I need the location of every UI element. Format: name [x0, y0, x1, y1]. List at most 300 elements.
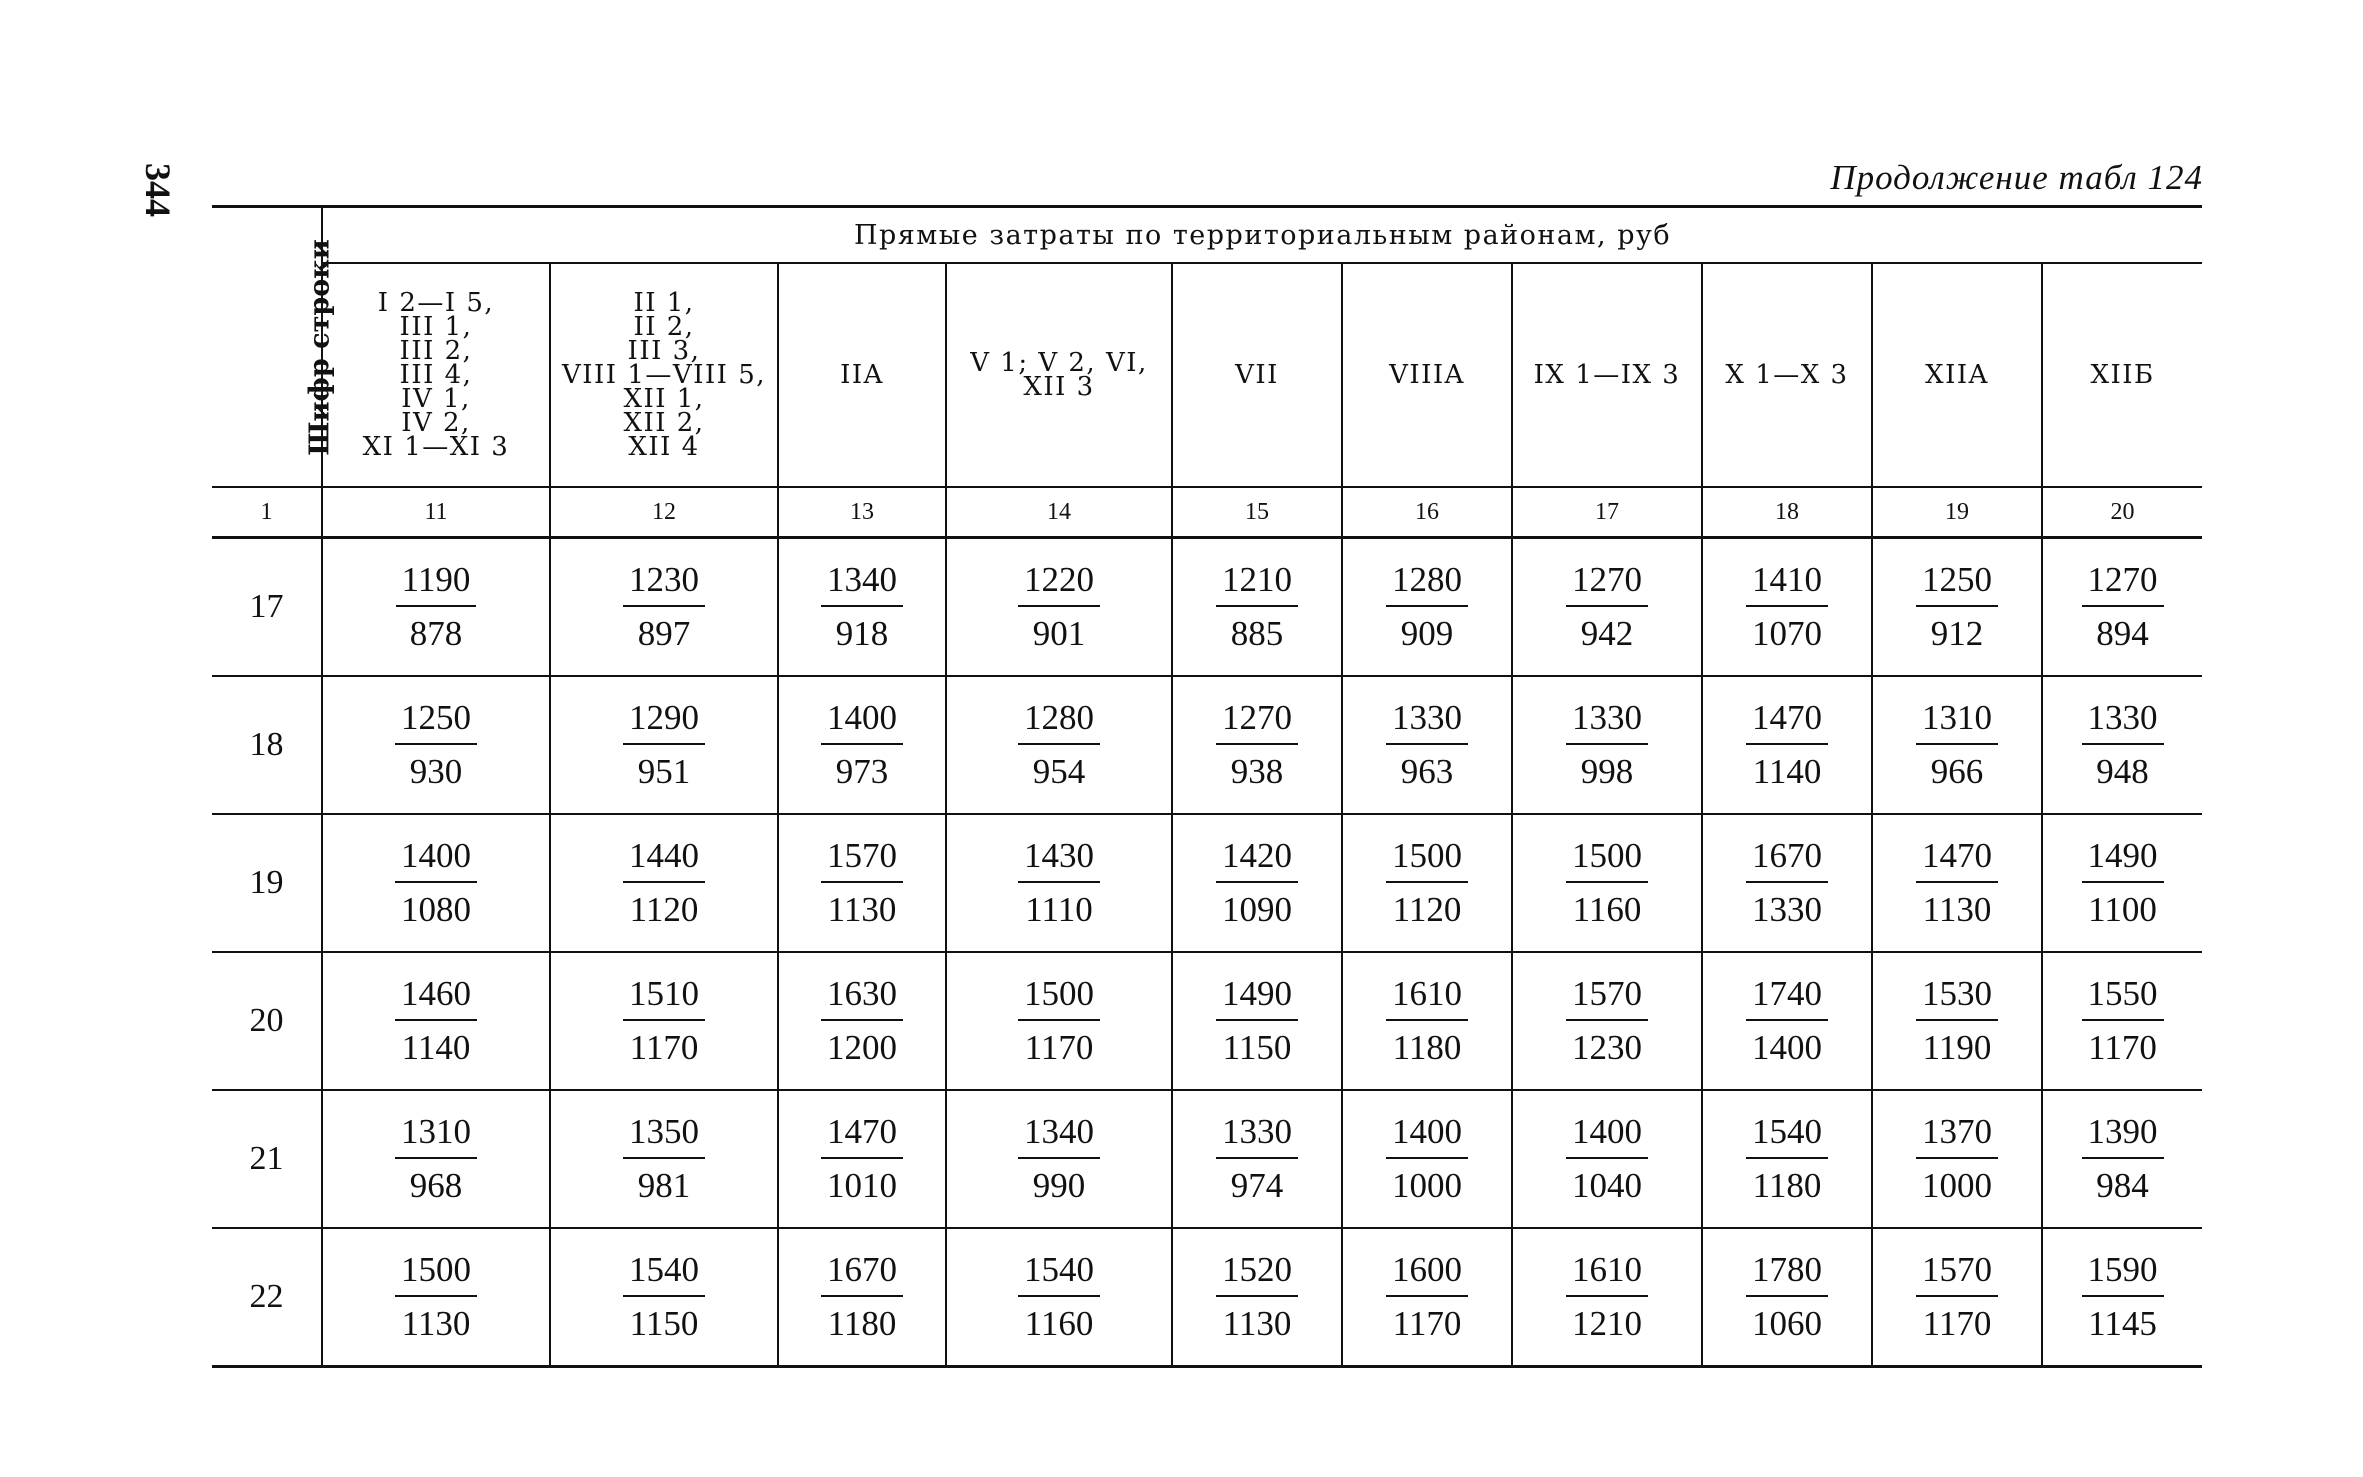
- cost-table: [212, 205, 2202, 1368]
- cost-denominator: 1230: [1572, 1028, 1642, 1067]
- cost-cell: [946, 538, 1172, 677]
- region-header: [1872, 263, 2042, 487]
- cost-cell: [550, 814, 778, 952]
- cost-fraction: [1018, 1111, 1100, 1207]
- cost-cell: [550, 952, 778, 1090]
- cost-denominator: 1120: [629, 890, 699, 929]
- cost-denominator: 1180: [1392, 1028, 1462, 1067]
- cost-numerator: 1570: [1916, 1249, 1998, 1297]
- cost-fraction: [2082, 1249, 2164, 1345]
- cost-fraction: [1566, 1249, 1648, 1345]
- cost-denominator: 1100: [2088, 890, 2157, 929]
- cost-cell: [322, 538, 550, 677]
- cost-cell: [1512, 538, 1702, 677]
- cost-numerator: 1250: [395, 697, 477, 745]
- cost-numerator: 1390: [2082, 1111, 2164, 1159]
- cost-fraction: [821, 835, 903, 931]
- table-row: [212, 952, 2202, 1090]
- cost-cell: [322, 952, 550, 1090]
- cost-fraction: [821, 697, 903, 793]
- cost-numerator: 1530: [1916, 973, 1998, 1021]
- cost-denominator: 1190: [1922, 1028, 1992, 1067]
- cost-denominator: 930: [409, 752, 463, 791]
- cost-numerator: 1270: [1566, 559, 1648, 607]
- cost-denominator: 974: [1230, 1166, 1284, 1205]
- cost-numerator: 1230: [623, 559, 705, 607]
- cost-denominator: 942: [1580, 614, 1634, 653]
- cost-denominator: 968: [409, 1166, 463, 1205]
- cost-fraction: [1566, 1111, 1648, 1207]
- cost-denominator: 1080: [401, 890, 471, 929]
- cost-numerator: 1310: [395, 1111, 477, 1159]
- cost-cell: [778, 538, 946, 677]
- cost-denominator: 1130: [1222, 1304, 1292, 1343]
- region-header-line: X 1—X 3: [1725, 360, 1849, 390]
- cost-denominator: 1170: [1922, 1304, 1992, 1343]
- cost-numerator: 1250: [1916, 559, 1998, 607]
- cost-denominator: 1170: [1024, 1028, 1094, 1067]
- cost-denominator: 954: [1032, 752, 1086, 791]
- cost-numerator: 1470: [1916, 835, 1998, 883]
- row-code: 18: [212, 676, 322, 814]
- cost-cell: [1342, 538, 1512, 677]
- cost-fraction: [2082, 697, 2164, 793]
- cost-denominator: 1130: [1922, 890, 1992, 929]
- table-row: [212, 1090, 2202, 1228]
- cost-denominator: 1110: [1025, 890, 1093, 929]
- cost-numerator: 1340: [1018, 1111, 1100, 1159]
- cost-denominator: 1040: [1572, 1166, 1642, 1205]
- cost-fraction: [1916, 973, 1998, 1069]
- cost-numerator: 1330: [1386, 697, 1468, 745]
- cost-cell: [1872, 952, 2042, 1090]
- cost-cell: [1872, 814, 2042, 952]
- cost-numerator: 1600: [1386, 1249, 1468, 1297]
- cost-cell: [322, 676, 550, 814]
- cost-fraction: [1746, 973, 1828, 1069]
- cost-fraction: [395, 835, 477, 931]
- region-header-line: VII: [1235, 360, 1279, 390]
- cost-cell: [1512, 676, 1702, 814]
- region-header-line: III 2,: [399, 336, 473, 366]
- cost-fraction: [1746, 559, 1828, 655]
- cost-cell: [1512, 1228, 1702, 1367]
- row-code: 20: [212, 952, 322, 1090]
- region-header-line: IV 2,: [401, 408, 471, 438]
- cost-fraction: [395, 1111, 477, 1207]
- column-number: 20: [2042, 487, 2202, 538]
- region-header-line: IX 1—IX 3: [1533, 360, 1681, 390]
- table-continuation-caption: Продолжение табл 124: [1830, 158, 2203, 197]
- cost-cell: [2042, 1228, 2202, 1367]
- cost-numerator: 1590: [2082, 1249, 2164, 1297]
- region-header-line: V 1; V 2, VI,: [970, 348, 1148, 378]
- cost-numerator: 1190: [396, 559, 477, 607]
- cost-numerator: 1400: [1566, 1111, 1648, 1159]
- cost-denominator: 1145: [2088, 1304, 2157, 1343]
- cost-numerator: 1470: [1746, 697, 1828, 745]
- cost-denominator: 1330: [1752, 890, 1822, 929]
- cost-numerator: 1270: [1216, 697, 1298, 745]
- cost-cell: [778, 1228, 946, 1367]
- cost-fraction: [1386, 1249, 1468, 1345]
- cost-fraction: [1746, 1111, 1828, 1207]
- cost-fraction: [1916, 1111, 1998, 1207]
- cost-fraction: [821, 559, 903, 655]
- cost-cell: [1172, 814, 1342, 952]
- cost-cell: [1872, 538, 2042, 677]
- region-header-line: III 1,: [399, 312, 473, 342]
- cost-cell: [946, 676, 1172, 814]
- cost-cell: [1702, 1090, 1872, 1228]
- cost-numerator: 1490: [1216, 973, 1298, 1021]
- cost-fraction: [1018, 697, 1100, 793]
- column-number-row: [212, 487, 2202, 538]
- column-number: 19: [1872, 487, 2042, 538]
- column-number: 15: [1172, 487, 1342, 538]
- cost-fraction: [1916, 835, 1998, 931]
- cost-fraction: [395, 973, 477, 1069]
- cost-fraction: [1566, 835, 1648, 931]
- cost-denominator: 951: [637, 752, 691, 791]
- region-header: [1512, 263, 1702, 487]
- region-header-line: II 1,: [633, 288, 695, 318]
- cost-fraction: [623, 835, 705, 931]
- cost-denominator: 1180: [827, 1304, 897, 1343]
- cost-denominator: 1000: [1922, 1166, 1992, 1205]
- cost-cell: [1512, 814, 1702, 952]
- region-header: [778, 263, 946, 487]
- cost-numerator: 1310: [1916, 697, 1998, 745]
- cost-fraction: [2082, 973, 2164, 1069]
- cost-cell: [1702, 676, 1872, 814]
- cost-numerator: 1270: [2082, 559, 2164, 607]
- cost-numerator: 1470: [821, 1111, 903, 1159]
- cost-fraction: [1216, 1249, 1298, 1345]
- cost-cell: [1872, 676, 2042, 814]
- region-header: [1172, 263, 1342, 487]
- cost-fraction: [1916, 697, 1998, 793]
- region-header: [1702, 263, 1872, 487]
- column-number: 11: [322, 487, 550, 538]
- cost-fraction: [2082, 835, 2164, 931]
- cost-cell: [1172, 1090, 1342, 1228]
- row-code-label: Шифр строки: [304, 238, 336, 456]
- cost-cell: [778, 1090, 946, 1228]
- cost-numerator: 1290: [623, 697, 705, 745]
- cost-denominator: 1000: [1392, 1166, 1462, 1205]
- cost-cell: [778, 952, 946, 1090]
- cost-numerator: 1670: [821, 1249, 903, 1297]
- region-header: [1342, 263, 1512, 487]
- region-header: [946, 263, 1172, 487]
- cost-denominator: 1150: [629, 1304, 699, 1343]
- cost-numerator: 1220: [1018, 559, 1100, 607]
- cost-fraction: [1386, 697, 1468, 793]
- cost-cell: [1342, 1090, 1512, 1228]
- cost-denominator: 990: [1032, 1166, 1086, 1205]
- cost-cell: [2042, 538, 2202, 677]
- cost-cell: [946, 952, 1172, 1090]
- cost-cell: [1172, 538, 1342, 677]
- cost-fraction: [1018, 559, 1100, 655]
- cost-denominator: 1090: [1222, 890, 1292, 929]
- cost-denominator: 1180: [1752, 1166, 1822, 1205]
- page-number: 344: [138, 163, 178, 217]
- cost-denominator: 1160: [1572, 890, 1642, 929]
- region-header: [2042, 263, 2202, 487]
- cost-numerator: 1540: [1746, 1111, 1828, 1159]
- cost-denominator: 878: [409, 614, 463, 653]
- cost-numerator: 1520: [1216, 1249, 1298, 1297]
- cost-numerator: 1610: [1386, 973, 1468, 1021]
- region-header: [550, 263, 778, 487]
- cost-fraction: [2082, 1111, 2164, 1207]
- cost-denominator: 998: [1580, 752, 1634, 791]
- cost-cell: [1342, 676, 1512, 814]
- cost-cell: [1172, 676, 1342, 814]
- cost-numerator: 1610: [1566, 1249, 1648, 1297]
- cost-fraction: [1386, 1111, 1468, 1207]
- cost-denominator: 1130: [401, 1304, 471, 1343]
- cost-denominator: 1170: [629, 1028, 699, 1067]
- cost-numerator: 1350: [623, 1111, 705, 1159]
- cost-cell: [946, 1090, 1172, 1228]
- table-row: [212, 814, 2202, 952]
- cost-denominator: 1140: [401, 1028, 471, 1067]
- cost-denominator: 918: [835, 614, 889, 653]
- cost-cell: [778, 676, 946, 814]
- region-header-line: XII 2,: [623, 408, 705, 438]
- cost-fraction: [396, 559, 477, 655]
- cost-denominator: 984: [2096, 1166, 2149, 1205]
- cost-fraction: [821, 1111, 903, 1207]
- cost-cell: [946, 1228, 1172, 1367]
- cost-fraction: [623, 697, 705, 793]
- table-body: [212, 538, 2202, 1367]
- cost-numerator: 1630: [821, 973, 903, 1021]
- cost-fraction: [1916, 1249, 1998, 1345]
- cost-cell: [550, 1090, 778, 1228]
- region-header-line: XIIБ: [2090, 360, 2155, 390]
- cost-fraction: [1216, 973, 1298, 1069]
- table-row: [212, 538, 2202, 677]
- direct-costs-title: Прямые затраты по территориальным районам, руб: [322, 207, 2202, 264]
- cost-numerator: 1500: [1018, 973, 1100, 1021]
- cost-numerator: 1460: [395, 973, 477, 1021]
- region-header-row: [212, 263, 2202, 487]
- cost-cell: [2042, 814, 2202, 952]
- cost-numerator: 1570: [821, 835, 903, 883]
- cost-numerator: 1540: [1018, 1249, 1100, 1297]
- row-code: 21: [212, 1090, 322, 1228]
- region-header-line: VIII 1—VIII 5,: [561, 360, 767, 390]
- cost-fraction: [623, 1249, 705, 1345]
- cost-cell: [550, 676, 778, 814]
- cost-denominator: 1130: [827, 890, 897, 929]
- cost-cell: [1872, 1228, 2042, 1367]
- cost-denominator: 1060: [1752, 1304, 1822, 1343]
- cost-denominator: 894: [2096, 614, 2149, 653]
- table-header: [212, 207, 2202, 538]
- cost-cell: [2042, 952, 2202, 1090]
- cost-fraction: [1746, 835, 1828, 931]
- cost-fraction: [1386, 835, 1468, 931]
- region-header-line: VIIIA: [1389, 360, 1465, 390]
- cost-cell: [1512, 1090, 1702, 1228]
- cost-numerator: 1330: [1216, 1111, 1298, 1159]
- cost-denominator: 912: [1930, 614, 1984, 653]
- cost-fraction: [1216, 835, 1298, 931]
- cost-numerator: 1430: [1018, 835, 1100, 883]
- cost-numerator: 1400: [1386, 1111, 1468, 1159]
- cost-denominator: 1070: [1752, 614, 1822, 653]
- cost-fraction: [1746, 697, 1828, 793]
- cost-fraction: [1386, 973, 1468, 1069]
- cost-fraction: [623, 559, 705, 655]
- cost-fraction: [623, 973, 705, 1069]
- cost-numerator: 1420: [1216, 835, 1298, 883]
- column-number: 16: [1342, 487, 1512, 538]
- region-header: [322, 263, 550, 487]
- cost-numerator: 1500: [1386, 835, 1468, 883]
- cost-cell: [322, 1090, 550, 1228]
- cost-numerator: 1370: [1916, 1111, 1998, 1159]
- cost-fraction: [623, 1111, 705, 1207]
- cost-denominator: 1010: [827, 1166, 897, 1205]
- cost-cell: [322, 1228, 550, 1367]
- cost-numerator: 1500: [1566, 835, 1648, 883]
- region-header-line: XIIA: [1925, 360, 1989, 390]
- cost-cell: [2042, 1090, 2202, 1228]
- cost-numerator: 1500: [395, 1249, 477, 1297]
- cost-fraction: [1018, 835, 1100, 931]
- cost-cell: [1702, 952, 1872, 1090]
- cost-cell: [1512, 952, 1702, 1090]
- region-header-line: IV 1,: [401, 384, 471, 414]
- cost-denominator: 1170: [2088, 1028, 2157, 1067]
- region-header-line: I 2—I 5,: [377, 288, 495, 318]
- column-number: 1: [212, 487, 322, 538]
- cost-numerator: 1670: [1746, 835, 1828, 883]
- cost-cell: [550, 538, 778, 677]
- cost-numerator: 1400: [395, 835, 477, 883]
- cost-numerator: 1490: [2082, 835, 2164, 883]
- cost-cell: [1702, 1228, 1872, 1367]
- cost-cell: [1702, 538, 1872, 677]
- cost-denominator: 1200: [827, 1028, 897, 1067]
- cost-denominator: 1170: [1392, 1304, 1462, 1343]
- column-number: 17: [1512, 487, 1702, 538]
- cost-fraction: [2082, 559, 2164, 655]
- cost-denominator: 1140: [1752, 752, 1822, 791]
- cost-numerator: 1740: [1746, 973, 1828, 1021]
- region-header-line: XII 3: [1023, 372, 1095, 402]
- cost-cell: [2042, 676, 2202, 814]
- cost-cell: [1172, 1228, 1342, 1367]
- row-code: 19: [212, 814, 322, 952]
- cost-fraction: [1216, 559, 1298, 655]
- cost-denominator: 938: [1230, 752, 1284, 791]
- cost-denominator: 1160: [1024, 1304, 1094, 1343]
- column-number: 18: [1702, 487, 1872, 538]
- cost-denominator: 1400: [1752, 1028, 1822, 1067]
- table-row: [212, 1228, 2202, 1367]
- column-number: 12: [550, 487, 778, 538]
- region-header-line: XII 4: [628, 432, 700, 462]
- cost-numerator: 1440: [623, 835, 705, 883]
- column-number: 14: [946, 487, 1172, 538]
- cost-fraction: [821, 973, 903, 1069]
- region-header-line: III 3,: [627, 336, 701, 366]
- cost-fraction: [1746, 1249, 1828, 1345]
- cost-denominator: 901: [1032, 614, 1086, 653]
- cost-denominator: 948: [2096, 752, 2149, 791]
- cost-cell: [1342, 952, 1512, 1090]
- cost-numerator: 1340: [821, 559, 903, 607]
- cost-fraction: [1916, 559, 1998, 655]
- cost-cell: [946, 814, 1172, 952]
- cost-fraction: [1216, 1111, 1298, 1207]
- region-header-line: IIA: [840, 360, 884, 390]
- region-header-line: II 2,: [633, 312, 695, 342]
- cost-cell: [1172, 952, 1342, 1090]
- cost-numerator: 1210: [1216, 559, 1298, 607]
- cost-cell: [1702, 814, 1872, 952]
- cost-denominator: 909: [1400, 614, 1454, 653]
- cost-numerator: 1410: [1746, 559, 1828, 607]
- column-number: 13: [778, 487, 946, 538]
- cost-fraction: [395, 1249, 477, 1345]
- row-code: 17: [212, 538, 322, 677]
- cost-numerator: 1780: [1746, 1249, 1828, 1297]
- cost-numerator: 1280: [1018, 697, 1100, 745]
- cost-denominator: 966: [1930, 752, 1984, 791]
- cost-fraction: [395, 697, 477, 793]
- cost-denominator: 963: [1400, 752, 1454, 791]
- cost-cell: [1342, 814, 1512, 952]
- cost-numerator: 1540: [623, 1249, 705, 1297]
- cost-cell: [550, 1228, 778, 1367]
- table-row: [212, 676, 2202, 814]
- row-code: 22: [212, 1228, 322, 1367]
- cost-denominator: 973: [835, 752, 889, 791]
- cost-numerator: 1510: [623, 973, 705, 1021]
- cost-numerator: 1330: [2082, 697, 2164, 745]
- cost-fraction: [821, 1249, 903, 1345]
- cost-numerator: 1280: [1386, 559, 1468, 607]
- cost-fraction: [1216, 697, 1298, 793]
- region-header-line: XI 1—XI 3: [362, 432, 510, 462]
- cost-denominator: 981: [637, 1166, 691, 1205]
- cost-fraction: [1018, 1249, 1100, 1345]
- cost-cell: [322, 814, 550, 952]
- cost-cell: [778, 814, 946, 952]
- cost-numerator: 1400: [821, 697, 903, 745]
- cost-denominator: 885: [1230, 614, 1284, 653]
- cost-numerator: 1570: [1566, 973, 1648, 1021]
- cost-fraction: [1018, 973, 1100, 1069]
- cost-denominator: 1150: [1222, 1028, 1292, 1067]
- row-code-header: [212, 207, 336, 488]
- cost-denominator: 1120: [1392, 890, 1462, 929]
- region-header-line: XII 1,: [623, 384, 705, 414]
- cost-fraction: [1566, 559, 1648, 655]
- cost-cell: [1872, 1090, 2042, 1228]
- cost-numerator: 1330: [1566, 697, 1648, 745]
- cost-denominator: 1210: [1572, 1304, 1642, 1343]
- cost-cell: [1342, 1228, 1512, 1367]
